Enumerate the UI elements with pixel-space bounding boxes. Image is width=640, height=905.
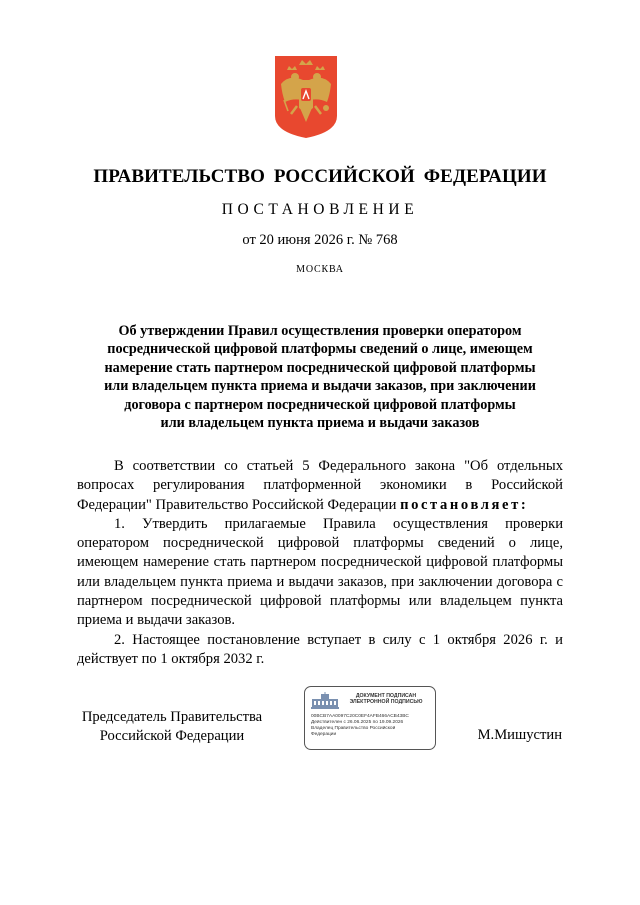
decree-heading <box>80 322 560 432</box>
government-building-icon <box>311 692 339 709</box>
position-line: Российской Федерации <box>99 728 245 744</box>
intro-text: В соответствии со статьей 5 Федерального закона "Об отдельных вопросах регулирования платформенной экономики в Российской Федерации" Правительство Российской Федерации <box>77 458 563 513</box>
stamp-title <box>341 693 431 705</box>
document-type: ПОСТАНОВЛЕНИЕ <box>221 201 419 218</box>
item-1-paragraph: 1. Утвердить прилагаемые Правила осуществления проверки оператором посреднической цифровой платформы сведений о лице, имеющем намерение стать партнером посреднической цифровой платформы или владельцем пункта приема и выдачи заказов, при заключении договора с партнером посреднической цифровой платформы или владельцем пункта приема и выдачи заказов. <box>77 515 563 629</box>
document-date: от 20 июня 2026 г. № 768 <box>242 232 398 248</box>
electronic-signature-stamp <box>304 686 436 750</box>
city: МОСКВА <box>296 264 344 275</box>
stamp-owner: Федерации <box>311 731 337 737</box>
signatory-name: М.Мишустин <box>477 727 562 743</box>
intro-paragraph <box>77 457 563 515</box>
heading-line: посреднической цифровой платформы сведений о лице, имеющем <box>107 341 533 358</box>
coat-of-arms-emblem <box>275 56 337 138</box>
government-title: ПРАВИТЕЛЬСТВО РОССИЙСКОЙ ФЕДЕРАЦИИ <box>93 166 547 187</box>
heading-line: намерение стать партнером посреднической цифровой платформы <box>104 359 536 376</box>
position-line: Председатель Правительства <box>81 709 263 725</box>
heading-line: договора с партнером посреднической цифровой платформы <box>124 396 516 413</box>
heading-line: или владельцем пункта приема и выдачи заказов, при заключении <box>104 378 536 395</box>
heading-line: Об утверждении Правил осуществления проверки оператором <box>118 323 522 339</box>
item-2-paragraph: 2. Настоящее постановление вступает в силу с 1 октября 2026 г. и действует по 1 октября 2032 г. <box>77 631 563 667</box>
stamp-title-line: ДОКУМЕНТ ПОДПИСАН <box>355 693 417 699</box>
stamp-validity: Действителен с 26.06.2025 по 19.09.2026 <box>311 719 404 725</box>
decree-body <box>77 457 563 669</box>
signatory-position <box>72 708 272 746</box>
stamp-owner: Владелец Правительство Российской <box>311 725 396 731</box>
heading-line: или владельцем пункта приема и выдачи заказов <box>160 415 480 432</box>
stamp-certificate: 00BCB7AA0097C20C0EF4AFB466ACB43BC <box>311 714 409 719</box>
decree-word: постановляет: <box>400 496 529 513</box>
stamp-details <box>311 714 433 738</box>
stamp-title-line: ЭЛЕКТРОННОЙ ПОДПИСЬЮ <box>349 699 423 706</box>
